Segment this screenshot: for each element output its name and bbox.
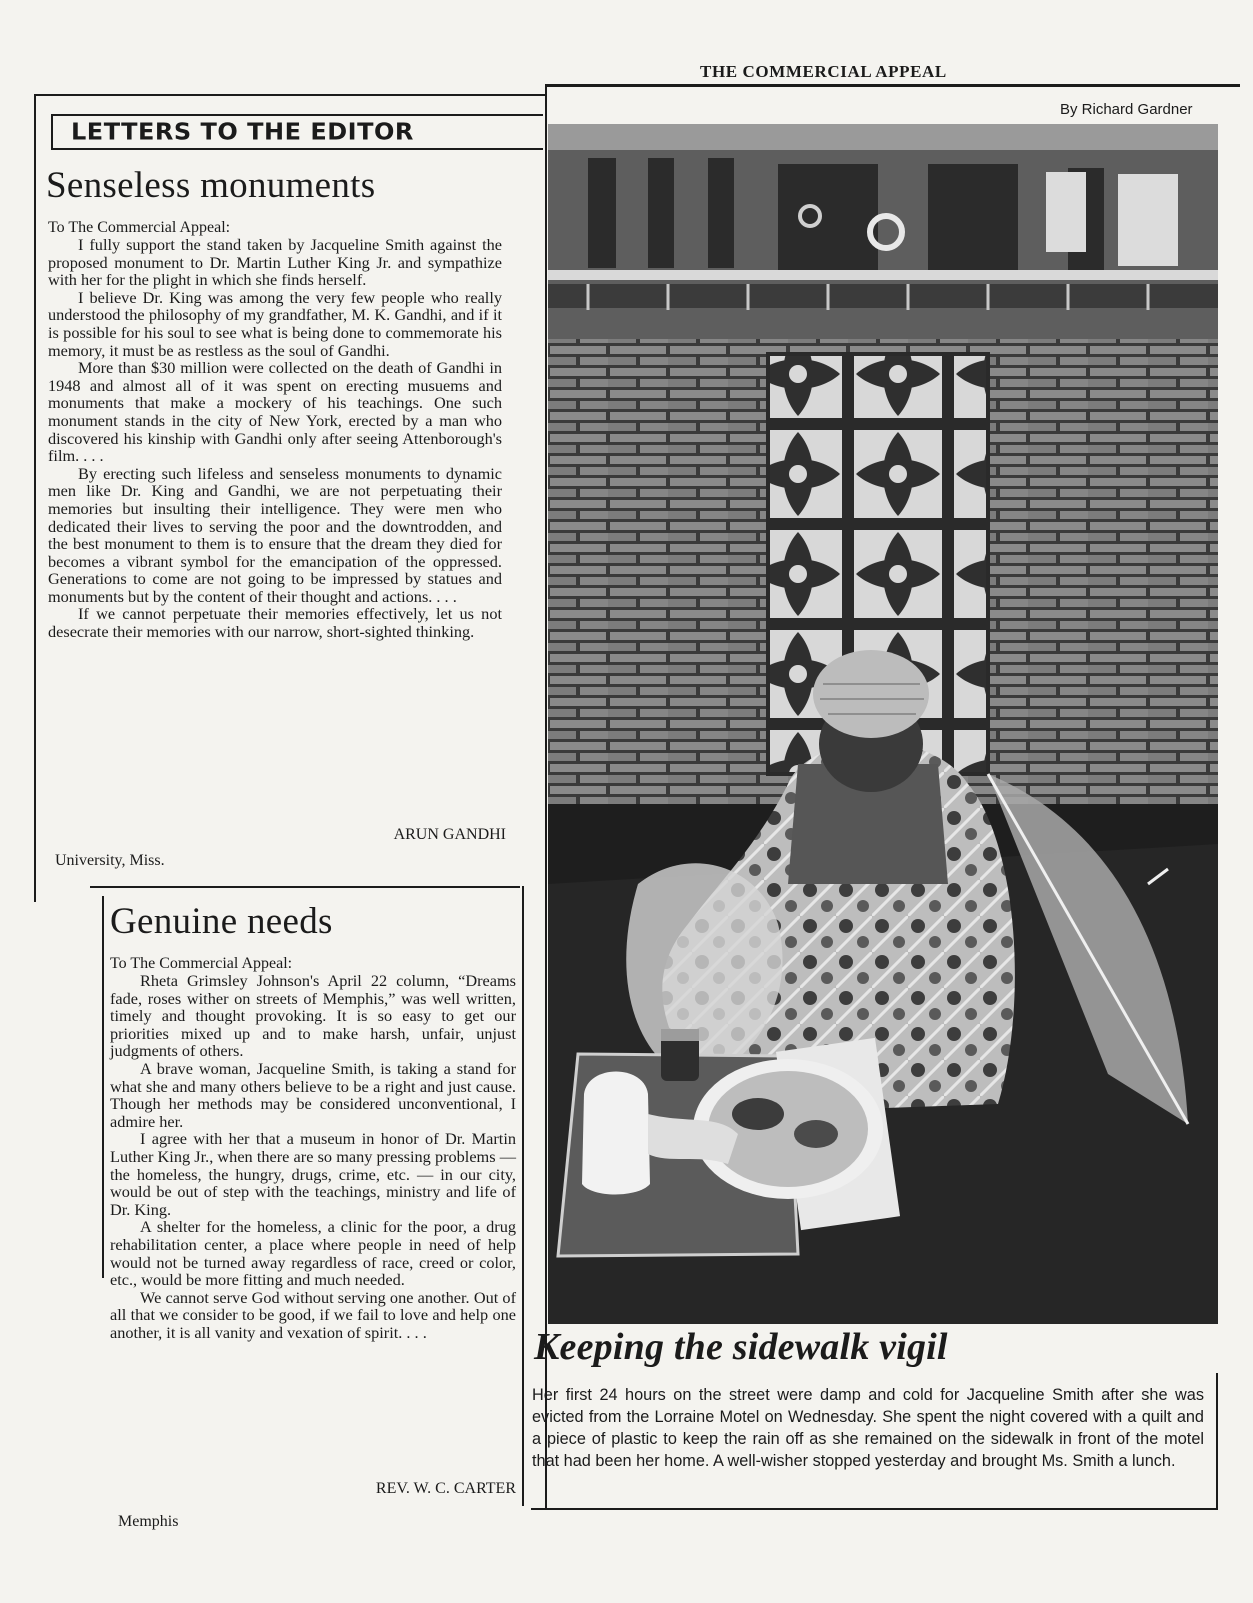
- letter1-paragraph: I believe Dr. King was among the very few people who really understood the philosophy of my grandfather, M. K. Gandhi, and if it is possible for his soul to see what is being done to commemorate his memory, it must be as restless as the soul of Gandhi.: [48, 287, 502, 360]
- letter1-place: University, Miss.: [55, 852, 165, 869]
- section-header: [51, 114, 543, 150]
- letter2-body: [110, 972, 516, 1341]
- photo-frame-left: [545, 86, 547, 1508]
- letter2-headline: Genuine needs: [110, 901, 333, 942]
- photo-caption: Her first 24 hours on the street were damp and cold for Jacqueline Smith after she was evicted from the Lorraine Motel on Wednesday. She spent the night covered with a quilt and a piece of plastic to keep the rain off as she remained on the sidewalk in front of the motel that had been her home. A well-wisher stopped yesterday and brought Ms. Smith a lunch.: [532, 1386, 1204, 1470]
- letter2-frame-left: [102, 896, 104, 1278]
- news-photo: [548, 124, 1218, 1324]
- letter2-paragraph: We cannot serve God without serving one another. Out of all that we consider to be good, if we fail to love and help one another, it is all vanity and vexation of spirit. . . .: [110, 1287, 516, 1342]
- masthead-rule: [545, 84, 1240, 87]
- letter2-place: Memphis: [118, 1513, 179, 1530]
- letter2-signature: REV. W. C. CARTER: [375, 1480, 516, 1497]
- letter1-paragraph: If we cannot perpetuate their memories effectively, let us not desecrate their memories with our narrow, short-sighted thinking.: [48, 604, 502, 642]
- letter1-salutation: To The Commercial Appeal:: [48, 219, 231, 236]
- letter2-paragraph: A shelter for the homeless, a clinic for the poor, a drug rehabilitation center, a place where people in need of help would not be turned away regardless of race, creed or color, etc., would be more fitting and much needed.: [110, 1217, 516, 1290]
- letter2-salutation: To The Commercial Appeal:: [110, 955, 293, 972]
- letter1-paragraph: More than $30 million were collected on the death of Gandhi in 1948 and almost all of it was spent on erecting musuems and monuments that make a mockery of his teachings. One such monument stands in the city of New York, erected by a man who discovered his kinship with Gandhi only after seeing Attenborough's film. . . .: [48, 358, 502, 466]
- letter2-frame-top: [90, 886, 520, 888]
- letter1-headline: Senseless monuments: [46, 165, 376, 206]
- photo-byline: By Richard Gardner: [1060, 101, 1193, 118]
- letter2-frame-right: [522, 886, 524, 1506]
- letter2-paragraph: Rheta Grimsley Johnson's April 22 column, “Dreams fade, roses wither on streets of Memphis,” was well written, timely and thought provoking. It is so easy to get our priorities mixed up and to make harsh, unfair, unjust judgments of others.: [110, 971, 516, 1061]
- caption-rule-bottom: [531, 1508, 1218, 1510]
- photo-caption-title: Keeping the sidewalk vigil: [534, 1326, 948, 1368]
- letter2-paragraph: I agree with her that a museum in honor of Dr. Martin Luther King Jr., when there are so many pressing problems — the homeless, the hungry, drugs, crime, etc. — in our city, would be out of step with the teachings, ministry and life of Dr. King.: [110, 1129, 516, 1219]
- section-header-label: LETTERS TO THE EDITOR: [71, 118, 414, 146]
- letters-frame-top: [34, 94, 546, 96]
- letter1-paragraph: I fully support the stand taken by Jacqueline Smith against the proposed monument to Dr. Martin Luther King Jr. and sympathize with her for the plight in which she finds herself.: [48, 235, 502, 290]
- letter1-signature: ARUN GANDHI: [393, 826, 506, 843]
- letter1-body: [48, 236, 502, 641]
- letter1-paragraph: By erecting such lifeless and senseless monuments to dynamic men like Dr. King and Gandhi, we are not perpetuating their memories but insulting their intelligence. They were men who dedicated their lives to serving the poor and the downtrodden, and the best monument to them is to ensure that the dream they died for becomes a vibrant symbol for the emancipation of the oppressed. Generations to come are not going to be impressed by statues and monuments but by the content of their thought and actions. . . .: [48, 463, 502, 606]
- caption-rule-right: [1216, 1373, 1218, 1508]
- letter2-paragraph: A brave woman, Jacqueline Smith, is taking a stand for what she and many others believe to be a right and just cause. Though her methods may be considered unconventional, I admire her.: [110, 1058, 516, 1131]
- masthead: THE COMMERCIAL APPEAL: [700, 62, 947, 81]
- letters-frame-left: [34, 94, 36, 902]
